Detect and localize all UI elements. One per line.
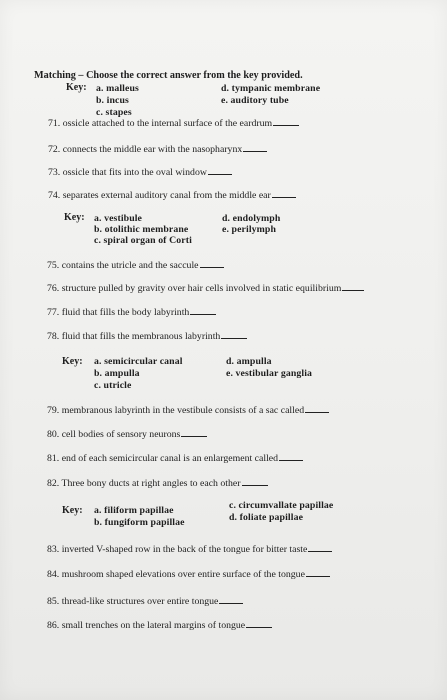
key-option: e. perilymph xyxy=(222,224,276,235)
instructions-heading: Matching – Choose the correct answer from the key provided. xyxy=(34,70,303,81)
question-number: 72. xyxy=(48,144,61,155)
question-80 xyxy=(47,428,207,440)
key-option: e. auditory tube xyxy=(221,95,289,106)
answer-blank[interactable] xyxy=(208,166,232,175)
question-85 xyxy=(47,595,243,607)
question-text: contains the utricle and the saccule xyxy=(61,260,199,271)
question-72 xyxy=(48,143,267,155)
question-text: ossicle that fits into the oval window xyxy=(62,167,207,178)
answer-blank[interactable] xyxy=(279,452,303,461)
question-82 xyxy=(47,477,268,489)
question-86 xyxy=(47,619,272,631)
key-option: b. fungiform papillae xyxy=(94,517,185,528)
question-83 xyxy=(47,543,332,555)
question-79 xyxy=(47,404,329,416)
answer-blank[interactable] xyxy=(221,330,247,339)
question-text: inverted V-shaped row in the back of the tongue for bitter taste xyxy=(61,544,308,555)
key-option: c. stapes xyxy=(96,107,132,118)
answer-blank[interactable] xyxy=(200,259,224,268)
answer-blank[interactable] xyxy=(305,404,329,413)
question-text: Three bony ducts at right angles to each other xyxy=(61,478,241,489)
key-option: e. vestibular ganglia xyxy=(226,368,313,379)
question-number: 84. xyxy=(47,569,60,580)
question-number: 78. xyxy=(47,331,60,342)
answer-blank[interactable] xyxy=(190,306,216,315)
question-76 xyxy=(47,282,364,294)
key-option: b. otolithic membrane xyxy=(94,224,189,235)
key-option: c. spiral organ of Corti xyxy=(94,235,192,246)
question-75 xyxy=(47,259,224,271)
answer-blank[interactable] xyxy=(243,143,267,152)
key-option: a. vestibule xyxy=(94,213,143,224)
key-option: d. endolymph xyxy=(222,213,281,224)
key-option: a. filiform papillae xyxy=(94,505,174,516)
question-text: connects the middle ear with the nasopharynx xyxy=(62,144,243,155)
question-number: 83. xyxy=(47,544,60,555)
key-option: c. circumvallate papillae xyxy=(229,500,334,511)
answer-blank[interactable] xyxy=(181,428,207,437)
answer-blank[interactable] xyxy=(272,189,296,198)
question-text: fluid that fills the membranous labyrinth xyxy=(61,331,221,342)
question-number: 71. xyxy=(48,118,61,129)
question-text: separates external auditory canal from the middle ear xyxy=(62,190,271,201)
key-option: d. foliate papillae xyxy=(229,512,304,523)
question-number: 73. xyxy=(48,167,61,178)
key-label: Key: xyxy=(62,505,83,516)
question-number: 75. xyxy=(47,260,60,271)
key-label: Key: xyxy=(62,356,83,367)
answer-blank[interactable] xyxy=(242,477,268,486)
question-number: 81. xyxy=(47,453,60,464)
question-number: 80. xyxy=(47,429,60,440)
question-text: cell bodies of sensory neurons xyxy=(61,429,181,440)
question-number: 76. xyxy=(47,283,60,294)
key-option: a. semicircular canal xyxy=(94,356,183,367)
answer-blank[interactable] xyxy=(306,568,330,577)
question-number: 86. xyxy=(47,620,60,631)
question-number: 74. xyxy=(48,190,61,201)
question-number: 77. xyxy=(47,307,60,318)
question-text: ossicle attached to the internal surface of the eardrum xyxy=(62,118,273,129)
question-text: fluid that fills the body labyrinth xyxy=(61,307,190,318)
question-text: small trenches on the lateral margins of tongue xyxy=(61,620,246,631)
question-number: 82. xyxy=(47,478,60,489)
key-option: b. incus xyxy=(96,95,129,106)
question-text: membranous labyrinth in the vestibule consists of a sac called xyxy=(61,405,305,416)
question-text: mushroom shaped elevations over entire surface of the tongue xyxy=(61,569,305,580)
answer-blank[interactable] xyxy=(246,619,272,628)
question-text: structure pulled by gravity over hair cells involved in static equilibrium xyxy=(61,283,342,294)
key-option: a. malleus xyxy=(96,83,139,94)
question-text: thread-like structures over entire tongue xyxy=(61,596,219,607)
answer-blank[interactable] xyxy=(219,595,243,604)
answer-blank[interactable] xyxy=(342,282,364,291)
question-81 xyxy=(47,452,303,464)
answer-blank[interactable] xyxy=(308,543,332,552)
key-label: Key: xyxy=(66,82,87,93)
question-number: 79. xyxy=(47,405,60,416)
key-label: Key: xyxy=(64,212,85,223)
question-77 xyxy=(47,306,216,318)
question-text: end of each semicircular canal is an enlargement called xyxy=(61,453,279,464)
key-option: d. tympanic membrane xyxy=(221,83,321,94)
key-option: b. ampulla xyxy=(94,368,140,379)
key-option: c. utricle xyxy=(94,380,132,391)
question-73 xyxy=(48,166,232,178)
question-number: 85. xyxy=(47,596,60,607)
question-78 xyxy=(47,330,247,342)
question-74 xyxy=(48,189,296,201)
key-option: d. ampulla xyxy=(226,356,272,367)
question-71 xyxy=(48,117,299,129)
answer-blank[interactable] xyxy=(273,117,299,126)
question-84 xyxy=(47,568,330,580)
